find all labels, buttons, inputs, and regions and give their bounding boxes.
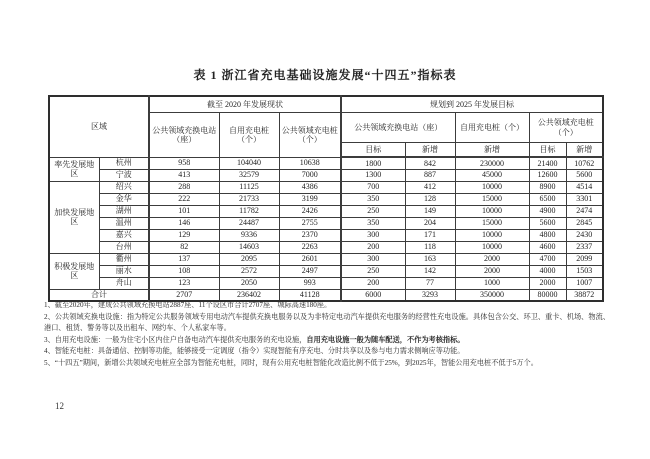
value-cell: 4700 (529, 253, 566, 265)
value-cell: 1007 (566, 277, 603, 289)
region-group-label: 积极发展地区 (49, 253, 99, 289)
page-number: 12 (55, 401, 64, 411)
value-cell: 2474 (566, 205, 603, 217)
value-cell: 5600 (529, 217, 566, 229)
table-row (49, 193, 603, 205)
subheader-new: 新增 (455, 143, 529, 158)
value-cell: 11125 (219, 181, 279, 193)
city-label: 嘉兴 (99, 229, 149, 241)
value-cell: 2755 (279, 217, 341, 229)
value-cell: 21400 (529, 157, 566, 169)
total-value-cell: 41128 (279, 289, 341, 301)
value-cell: 1800 (341, 157, 405, 169)
value-cell: 8900 (529, 181, 566, 193)
table-row (49, 169, 603, 181)
value-cell: 12600 (529, 169, 566, 181)
value-cell: 118 (405, 241, 455, 253)
header-2025-public-piles: 公共领域充电桩（个） (529, 113, 603, 143)
value-cell: 10000 (455, 205, 529, 217)
value-cell: 4386 (279, 181, 341, 193)
city-label: 舟山 (99, 277, 149, 289)
header-2020-swap-stations: 公共领域充换电站（座） (149, 113, 219, 158)
value-cell: 2370 (279, 229, 341, 241)
value-cell: 300 (341, 229, 405, 241)
value-cell: 15000 (455, 193, 529, 205)
table-row (49, 181, 603, 193)
city-label: 绍兴 (99, 181, 149, 193)
value-cell: 2099 (566, 253, 603, 265)
table-row (49, 229, 603, 241)
footnote-text: 2、公共领域充换电设施：指为特定公共服务领域专用电动汽车提供充换电服务以及为非特定电动汽车提供充电服务的经营性充电设施。具体包含公交、环卫、重卡、机场、物流、港口、租赁、警务等以及出租车、网约车、个人私家车等。 (44, 312, 610, 333)
header-2020-public-piles: 公共领域充电桩（个） (279, 113, 341, 158)
value-cell: 2095 (219, 253, 279, 265)
value-cell: 10638 (279, 157, 341, 169)
value-cell: 104040 (219, 157, 279, 169)
subheader-new: 新增 (405, 143, 455, 158)
city-label: 湖州 (99, 205, 149, 217)
region-group-label: 加快发展地区 (49, 181, 99, 253)
value-cell: 77 (405, 277, 455, 289)
value-cell: 2050 (219, 277, 279, 289)
value-cell: 10762 (566, 157, 603, 169)
value-cell: 413 (149, 169, 219, 181)
header-region: 区域 (49, 96, 149, 157)
value-cell: 2497 (279, 265, 341, 277)
city-label: 杭州 (99, 157, 149, 169)
value-cell: 2572 (219, 265, 279, 277)
header-2020-private-piles: 自用充电桩（个） (219, 113, 279, 158)
city-label: 丽水 (99, 265, 149, 277)
table-header (49, 96, 603, 157)
total-value-cell: 236402 (219, 289, 279, 301)
total-value-cell: 350000 (455, 289, 529, 301)
value-cell: 10000 (455, 181, 529, 193)
table-title: 表 1 浙江省充电基础设施发展“十四五”指标表 (193, 68, 457, 82)
value-cell: 1000 (455, 277, 529, 289)
value-cell: 200 (341, 241, 405, 253)
value-cell: 2000 (529, 277, 566, 289)
total-value-cell: 3293 (405, 289, 455, 301)
subheader-target: 目标 (529, 143, 566, 158)
value-cell: 10000 (455, 241, 529, 253)
value-cell: 993 (279, 277, 341, 289)
city-label: 衢州 (99, 253, 149, 265)
value-cell: 2337 (566, 241, 603, 253)
value-cell: 1503 (566, 265, 603, 277)
value-cell: 288 (149, 181, 219, 193)
value-cell: 2426 (279, 205, 341, 217)
value-cell: 32579 (219, 169, 279, 181)
header-2025-swap-stations: 公共领域充换电站（座） (341, 113, 455, 143)
total-value-cell: 38872 (566, 289, 603, 301)
subheader-new: 新增 (566, 143, 603, 158)
value-cell: 842 (405, 157, 455, 169)
value-cell: 204 (405, 217, 455, 229)
value-cell: 200 (341, 277, 405, 289)
total-value-cell: 80000 (529, 289, 566, 301)
region-group-label: 率先发展地区 (49, 157, 99, 181)
footnote-1 (44, 300, 610, 312)
value-cell: 958 (149, 157, 219, 169)
table-row (49, 205, 603, 217)
footnote-text: 5、“十四五”期间，新增公共领域充电桩应全部为智能充电桩，同时，现有公用充电桩智能化改造比例不低于25%，到2025年，智能公用充电桩不低于5万个。 (44, 358, 538, 367)
value-cell: 137 (149, 253, 219, 265)
value-cell: 1300 (341, 169, 405, 181)
value-cell: 171 (405, 229, 455, 241)
indicator-table (48, 95, 604, 302)
value-cell: 9336 (219, 229, 279, 241)
value-cell: 4000 (529, 265, 566, 277)
table-body (49, 157, 603, 301)
value-cell: 10000 (455, 229, 529, 241)
footnote-bold-text: 自用充电设施一般为随车配送，不作为考核指标。 (306, 335, 465, 344)
city-label: 温州 (99, 217, 149, 229)
value-cell: 45000 (455, 169, 529, 181)
value-cell: 412 (405, 181, 455, 193)
value-cell: 11782 (219, 205, 279, 217)
city-label: 台州 (99, 241, 149, 253)
city-label: 宁波 (99, 169, 149, 181)
value-cell: 146 (149, 217, 219, 229)
value-cell: 3199 (279, 193, 341, 205)
value-cell: 6500 (529, 193, 566, 205)
footnote-text: 3、自用充电设施：一般为住宅小区内住户自备电动汽车提供充电服务的充电设施， (44, 335, 307, 344)
value-cell: 350 (341, 193, 405, 205)
value-cell: 4900 (529, 205, 566, 217)
value-cell: 142 (405, 265, 455, 277)
value-cell: 2601 (279, 253, 341, 265)
value-cell: 250 (341, 205, 405, 217)
footnote-4 (44, 346, 610, 358)
table-row (49, 253, 603, 265)
value-cell: 128 (405, 193, 455, 205)
value-cell: 2000 (455, 253, 529, 265)
city-label: 金华 (99, 193, 149, 205)
value-cell: 2000 (455, 265, 529, 277)
table-row (49, 277, 603, 289)
total-value-cell: 2707 (149, 289, 219, 301)
value-cell: 129 (149, 229, 219, 241)
value-cell: 108 (149, 265, 219, 277)
value-cell: 2263 (279, 241, 341, 253)
value-cell: 149 (405, 205, 455, 217)
value-cell: 7000 (279, 169, 341, 181)
footnote-text: 4、智能充电桩：具备通信、控制等功能，能够接受一定调度（指令）实现智能有序充电、分时共享以及参与电力需求侧响应等功能。 (44, 347, 465, 356)
value-cell: 4800 (529, 229, 566, 241)
table-row (49, 157, 603, 169)
value-cell: 5600 (566, 169, 603, 181)
value-cell: 14603 (219, 241, 279, 253)
value-cell: 887 (405, 169, 455, 181)
total-label: 合计 (49, 289, 149, 301)
value-cell: 15000 (455, 217, 529, 229)
footnote-text: 1、截至2020年，建成公共领域充换电站2887座、11个设区市合计2707座、城际高速180座。 (44, 301, 332, 309)
value-cell: 350 (341, 217, 405, 229)
value-cell: 82 (149, 241, 219, 253)
footnote-5 (44, 358, 610, 370)
header-2025-group: 规划到 2025 年发展目标 (341, 96, 603, 113)
value-cell: 230000 (455, 157, 529, 169)
table-row (49, 217, 603, 229)
value-cell: 101 (149, 205, 219, 217)
value-cell: 2845 (566, 217, 603, 229)
value-cell: 163 (405, 253, 455, 265)
header-2020-group: 截至 2020 年发展现状 (149, 96, 341, 113)
value-cell: 4514 (566, 181, 603, 193)
table-row (49, 241, 603, 253)
value-cell: 21733 (219, 193, 279, 205)
header-2025-private-piles: 自用充电桩（个） (455, 113, 529, 143)
subheader-target: 目标 (341, 143, 405, 158)
value-cell: 700 (341, 181, 405, 193)
value-cell: 24487 (219, 217, 279, 229)
footnotes (44, 300, 610, 370)
value-cell: 123 (149, 277, 219, 289)
footnote-3 (44, 335, 610, 347)
footnote-2 (44, 312, 610, 335)
value-cell: 300 (341, 253, 405, 265)
value-cell: 3301 (566, 193, 603, 205)
value-cell: 222 (149, 193, 219, 205)
total-value-cell: 6000 (341, 289, 405, 301)
value-cell: 4600 (529, 241, 566, 253)
value-cell: 250 (341, 265, 405, 277)
value-cell: 2430 (566, 229, 603, 241)
table-row (49, 265, 603, 277)
